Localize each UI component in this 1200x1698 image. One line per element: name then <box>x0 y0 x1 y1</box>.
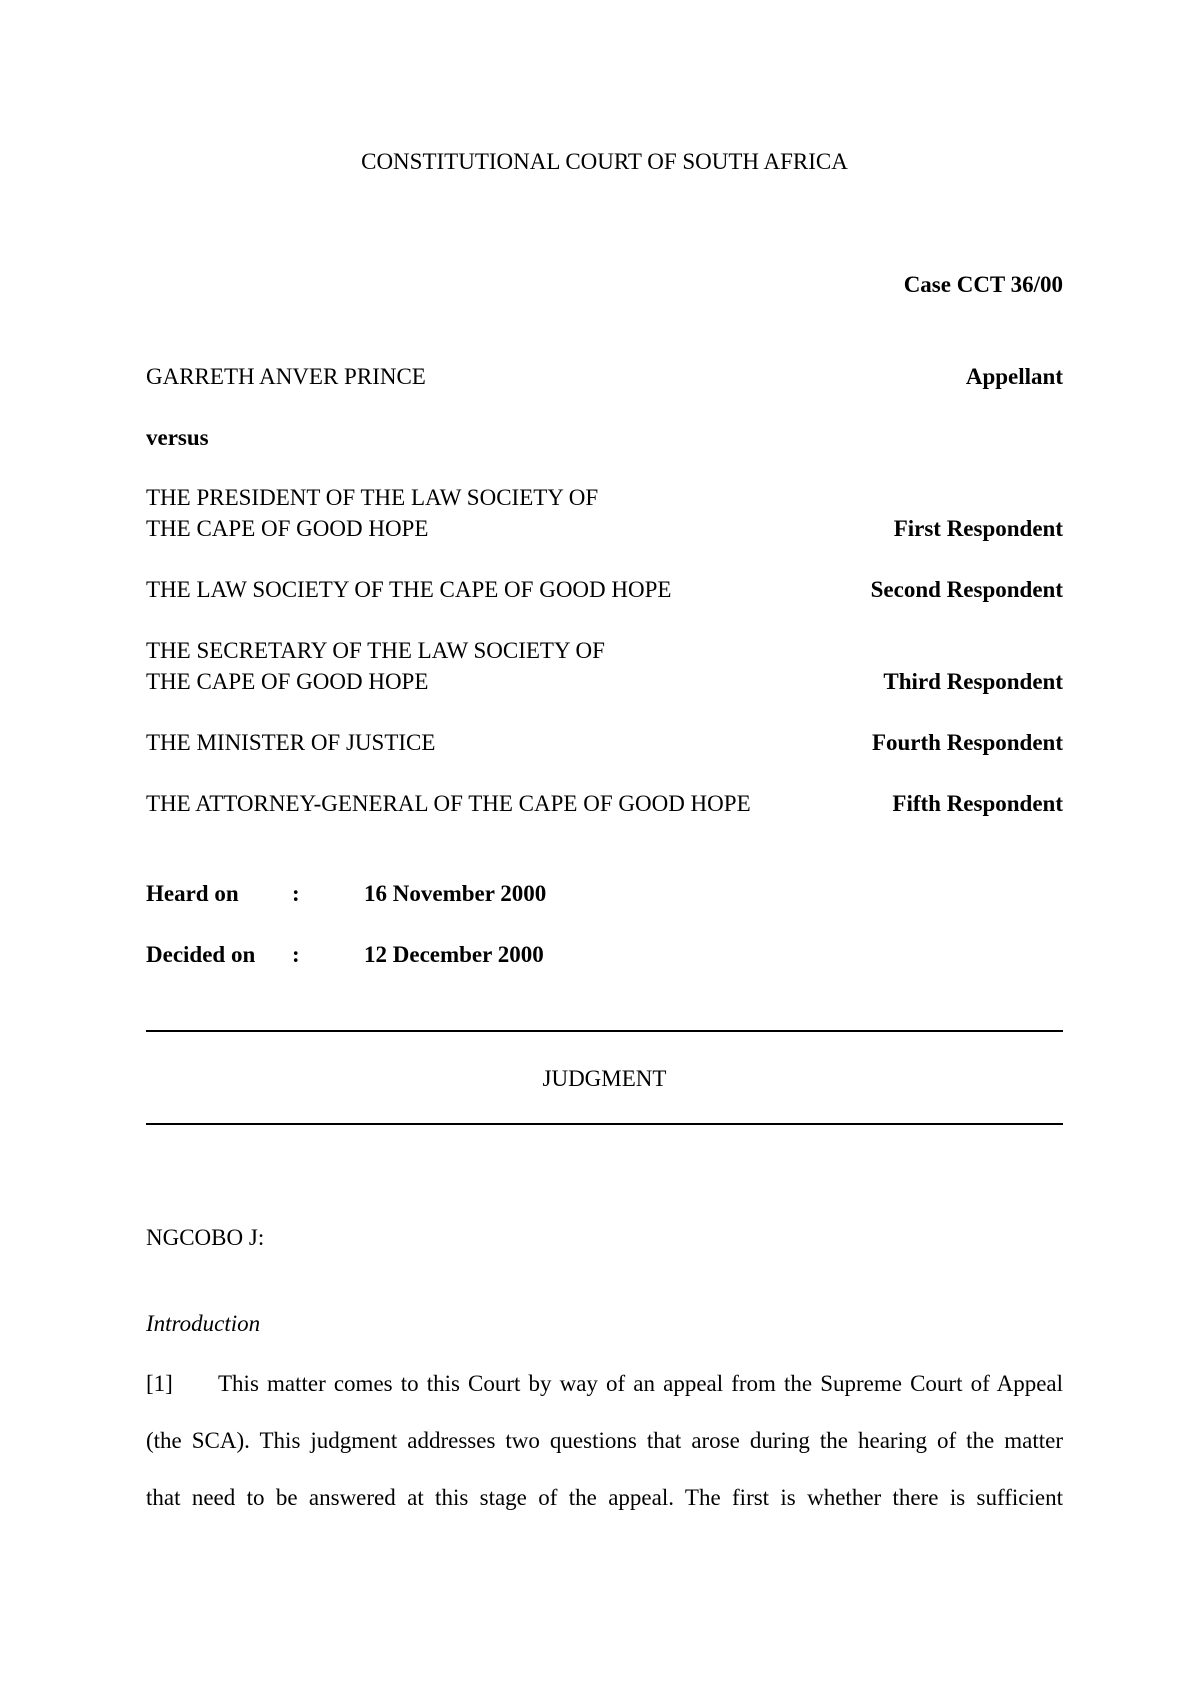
judgment-heading: JUDGMENT <box>542 1066 667 1091</box>
respondent-1-name-line2: THE CAPE OF GOOD HOPE <box>146 516 429 541</box>
decided-date: 12 December 2000 <box>364 942 544 967</box>
respondent-3-name-line2: THE CAPE OF GOOD HOPE <box>146 669 429 694</box>
respondent-5-name-line1: THE ATTORNEY-GENERAL OF THE CAPE OF GOOD HOPE <box>146 791 751 816</box>
respondent-4-role: Fourth Respondent <box>871 730 1063 755</box>
respondent-3-name-line1: THE SECRETARY OF THE LAW SOCIETY OF <box>146 638 605 663</box>
case-number: Case CCT 36/00 <box>903 272 1063 297</box>
paragraph-number: [1] <box>146 1371 173 1396</box>
respondent-2-role: Second Respondent <box>870 577 1063 602</box>
paragraph-1 <box>146 1355 1063 1526</box>
appellant-name: GARRETH ANVER PRINCE <box>146 364 426 389</box>
heard-label: Heard on <box>146 881 239 906</box>
paragraph-1-line-1 <box>146 1355 1063 1412</box>
decided-separator: : <box>292 942 300 967</box>
paragraph-1-line-3: that need to be answered at this stage of the appeal. The first is whether there is sufficient <box>146 1485 1063 1510</box>
court-heading: CONSTITUTIONAL COURT OF SOUTH AFRICA <box>361 149 848 174</box>
decided-label: Decided on <box>146 942 256 967</box>
heard-separator: : <box>292 881 300 906</box>
respondent-4-name-line1: THE MINISTER OF JUSTICE <box>146 730 436 755</box>
respondent-5-role: Fifth Respondent <box>892 791 1063 816</box>
appellant-role: Appellant <box>965 364 1063 389</box>
respondent-2-name-line1: THE LAW SOCIETY OF THE CAPE OF GOOD HOPE <box>146 577 672 602</box>
paragraph-1-line-2: (the SCA). This judgment addresses two questions that arose during the hearing of the matter <box>146 1428 1063 1453</box>
paragraph-1-text-1: This matter comes to this Court by way of an appeal from the Supreme Court of Appeal <box>218 1371 1063 1396</box>
respondent-1-name-line1: THE PRESIDENT OF THE LAW SOCIETY OF <box>146 485 599 510</box>
top-rule <box>146 1030 1063 1032</box>
judge-name: NGCOBO J: <box>146 1225 265 1250</box>
respondent-1-role: First Respondent <box>893 516 1063 541</box>
versus-label: versus <box>146 425 209 450</box>
section-heading: Introduction <box>146 1311 261 1336</box>
bottom-rule <box>146 1123 1063 1125</box>
respondent-3-role: Third Respondent <box>883 669 1063 694</box>
heard-date: 16 November 2000 <box>364 881 547 906</box>
